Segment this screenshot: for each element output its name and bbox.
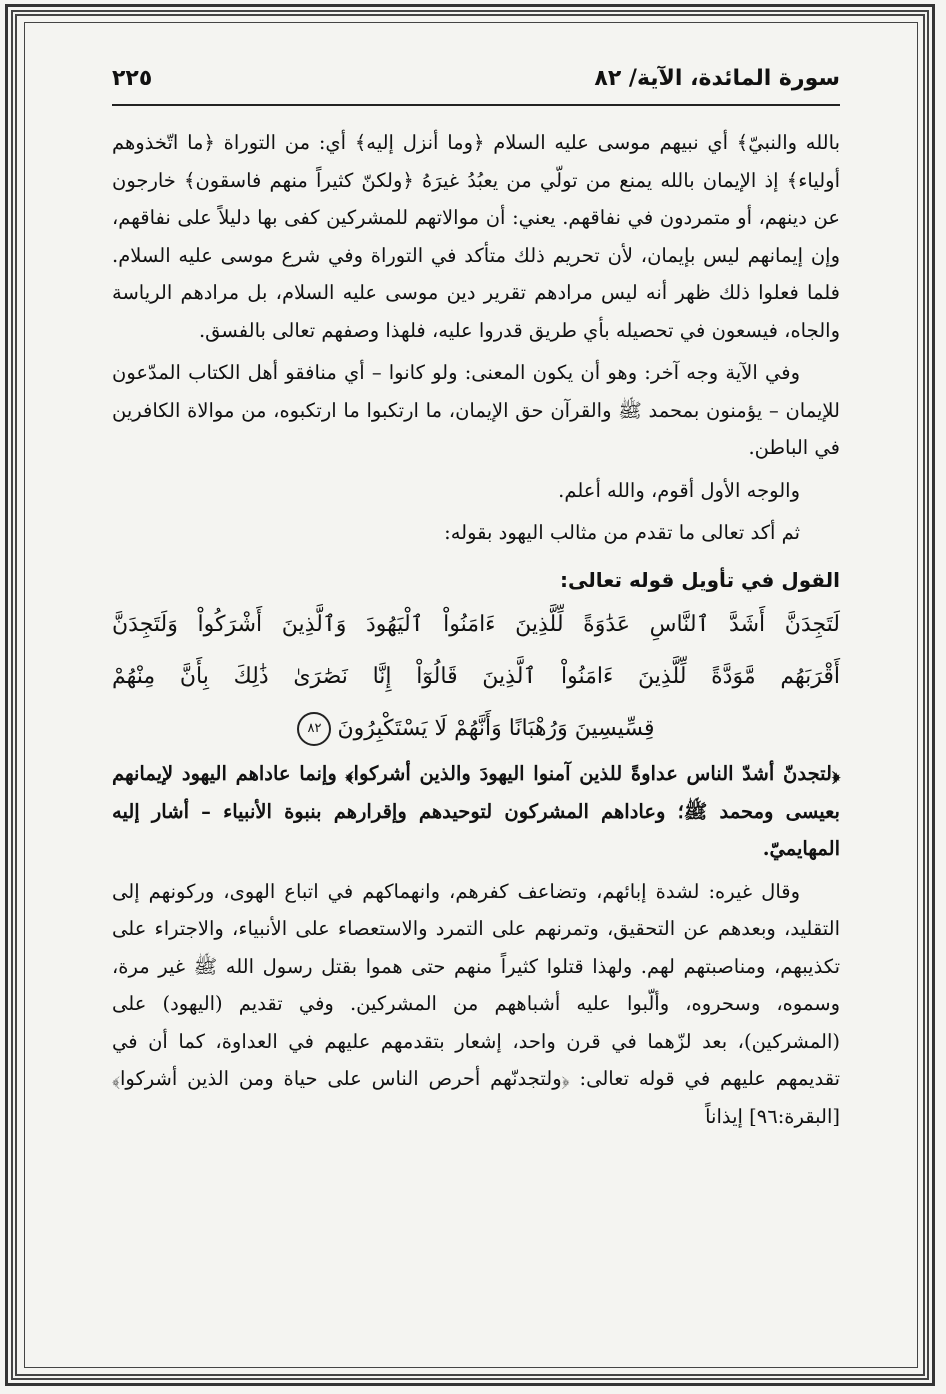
quran-verse	[112, 599, 840, 755]
paragraph-1: بالله والنبيّ﴾ أي نبيهم موسى عليه السلام ﴿وما أنزل إليه﴾ أي: من التوراة ﴿ما اتّخذوهم أولياء﴾ إذ الإيمان بالله يمنع من تولّي من يعبُدُ غيرَهُ ﴿ولكنّ كثيراً منهم فاسقون﴾ خارجون عن دينهم، أو متمردون في نفاقهم. يعني: أن موالاتهم للمشركين كفى بها دليلاً على نفاقهم، وإن إيمانهم ليس بإيمان، لأن تحريم ذلك متأكد في التوراة وفي شرع موسى عليه السلام. فلما فعلوا ذلك ظهر أنه ليس مرادهم تقرير دين موسى عليه السلام، بل مرادهم الرياسة والجاه، فيسعون في تحصيله بأي طريق قدروا عليه، فلهذا وصفهم تعالى بالفسق.	[112, 131, 840, 342]
page-number: ٢٢٥	[112, 66, 153, 91]
verse-line-1: لَتَجِدَنَّ أَشَدَّ ٱلنَّاسِ عَدَٰوَةً لِّلَّذِينَ ءَامَنُواْ ٱلْيَهُودَ وَٱلَّذِينَ أَشْرَكُواْ وَلَتَجِدَنَّ	[112, 612, 840, 637]
verse-line-3: قِسِّيسِينَ وَرُهْبَانًا وَأَنَّهُمْ لَا يَسْتَكْبِرُونَ	[337, 716, 655, 741]
paragraph-2: وفي الآية وجه آخر: وهو أن يكون المعنى: ولو كانوا – أي منافقو أهل الكتاب المدّعون للإيمان – يؤمنون بمحمد ﷺ والقرآن حق الإيمان، ما ارتكبوا ما ارتكبوه، من موالاة الكافرين في الباطن.	[112, 361, 840, 459]
paragraph-3: والوجه الأول أقوم، والله أعلم.	[558, 478, 800, 502]
page-body	[112, 124, 840, 1135]
ayah-number-mark: ٨٢	[297, 712, 331, 746]
paragraph-4: ثم أكد تعالى ما تقدم من مثالب اليهود بقوله:	[444, 521, 800, 544]
paragraph-5: ﴿لتجدنّ أشدّ الناس عداوةً للذين آمنوا اليهودَ والذين أشركوا﴾ وإنما عاداهم اليهود لإيمانهم بعيسى ومحمد ﷺ؛ وعاداهم المشركون لتوحيدهم وإقرارهم بنبوة الأنبياء – أشار إليه المهايميّ.	[112, 762, 840, 860]
paragraph-6: وقال غيره: لشدة إبائهم، وتضاعف كفرهم، وانهماكهم في اتباع الهوى، وركونهم إلى التقليد، وبعدهم عن التحقيق، وتمرنهم على التمرد والاستعصاء على الأنبياء، والاجتراء على تكذيبهم، ومناصبتهم لهم. ولهذا قتلوا كثيراً منهم حتى هموا بقتل رسول الله ﷺ غير مرة، وسموه، وسحروه، وألّبوا عليه أشباههم من المشركين. وفي تقديم (اليهود) على (المشركين)، بعد لزّهما في قرن واحد، إشعار بتقدمهم عليهم في العداوة، كما أن في تقديمهم عليهم في قوله تعالى: ﴿ولتجدنّهم أحرص الناس على حياة ومن الذين أشركوا﴾ [البقرة:٩٦] إيذاناً	[112, 879, 840, 1128]
header-rule	[112, 104, 840, 106]
page-header	[112, 62, 840, 102]
verse-line-2: أَقْرَبَهُم مَّوَدَّةً لِّلَّذِينَ ءَامَنُواْ ٱلَّذِينَ قَالُوٓاْ إِنَّا نَصَٰرَىٰ ذَٰلِكَ بِأَنَّ مِنْهُمْ	[112, 664, 840, 689]
section-heading: القول في تأويل قوله تعالى:	[560, 567, 840, 592]
surah-title: سورة المائدة، الآية/ ٨٢	[594, 66, 840, 91]
verse-line-3-wrap	[112, 703, 840, 755]
